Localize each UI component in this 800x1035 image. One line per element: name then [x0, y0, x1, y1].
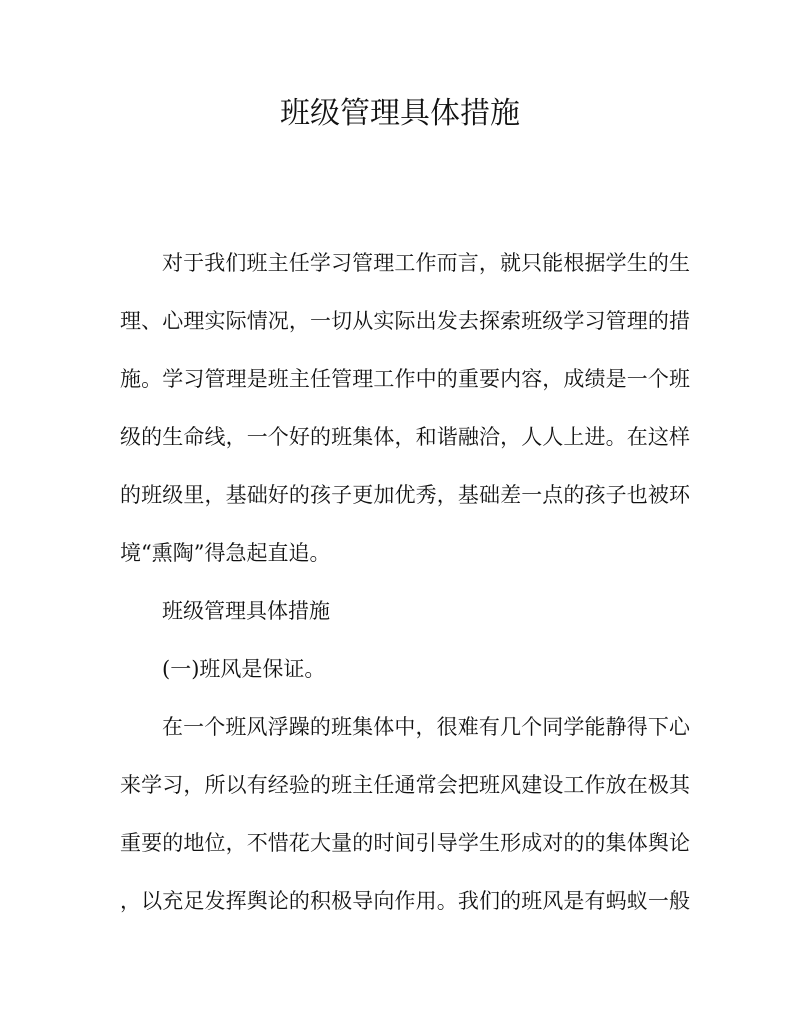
paragraph-line: 在一个班风浮躁的班集体中，很难有几个同学能静得下心: [162, 715, 690, 739]
paragraph-line: 对于我们班主任学习管理工作而言，就只能根据学生的生: [162, 251, 690, 275]
section-heading: 班级管理具体措施: [162, 599, 330, 623]
paragraph-line: 级的生命线，一个好的班集体，和谐融洽，人人上进。在这样: [120, 425, 690, 449]
paragraph-line: 重要的地位，不惜花大量的时间引导学生形成对的的集体舆论: [120, 831, 690, 855]
paragraph-line: ，以充足发挥舆论的积极导向作用。我们的班风是有蚂蚁一般: [120, 889, 690, 913]
paragraph-line: 来学习，所以有经验的班主任通常会把班风建设工作放在极其: [120, 773, 690, 797]
document-title: 班级管理具体措施: [280, 96, 520, 131]
paragraph-line: 理、心理实际情况，一切从实际出发去探索班级学习管理的措: [120, 309, 690, 333]
subsection-heading: (一)班风是保证。: [162, 657, 326, 681]
paragraph-line: 施。学习管理是班主任管理工作中的重要内容，成绩是一个班: [120, 367, 690, 391]
paragraph-line: 的班级里，基础好的孩子更加优秀，基础差一点的孩子也被环: [120, 483, 690, 507]
paragraph-line: 境“熏陶”得急起直追。: [120, 541, 331, 565]
